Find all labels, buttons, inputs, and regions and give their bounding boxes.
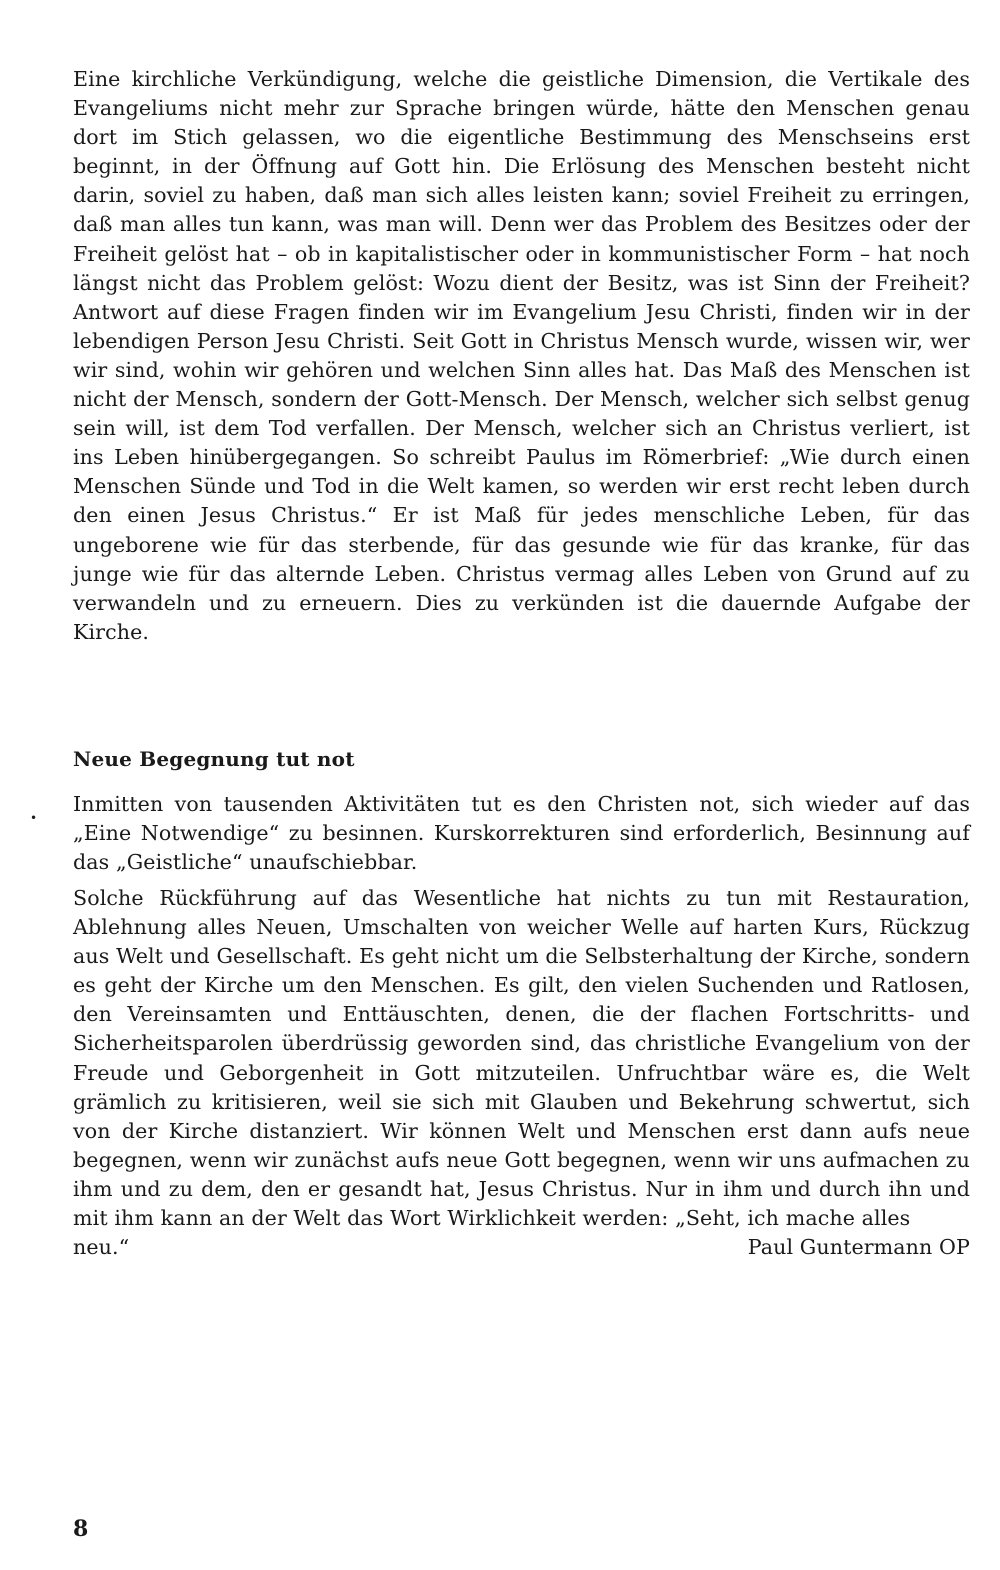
author-signature: Paul Guntermann OP xyxy=(747,1235,970,1260)
section-heading: Neue Begegnung tut not xyxy=(73,747,355,771)
closing-word: neu.“ xyxy=(73,1235,130,1260)
margin-bullet: • xyxy=(30,811,38,825)
page-number: 8 xyxy=(73,1516,89,1542)
paragraph-1: Eine kirchliche Verkündigung, welche die geistliche Dimension, die Vertikale des Evangeliums nicht mehr zur Sprache bringen würde, hätte den Menschen genau dort im Stich gelassen, wo die eigentliche Bestimmung des Menschseins erst beginnt, in der Öffnung auf Gott hin. Die Erlösung des Menschen besteht nicht darin, soviel zu haben, daß man sich alles leisten kann; soviel Freiheit zu erringen, daß man alles tun kann, was man will. Denn wer das Problem des Besitzes oder der Freiheit gelöst hat – ob in kapitalistischer oder in kommunistischer Form – hat noch längst nicht das Problem gelöst: Wozu dient der Besitz, was ist Sinn der Freiheit? Antwort auf diese Fragen finden wir im Evangelium Jesu Christi, finden wir in der lebendigen Person Jesu Christi. Seit Gott in Christus Mensch wurde, wissen wir, wer wir sind, wohin wir gehören und welchen Sinn alles hat. Das Maß des Menschen ist nicht der Mensch, sondern der Gott-Mensch. Der Mensch, welcher sich selbst genug sein will, ist dem Tod verfallen. Der Mensch, welcher sich an Christus verliert, ist ins Leben hinübergegangen. So schreibt Paulus im Römerbrief: „Wie durch einen Menschen Sünde und Tod in die Welt kamen, so werden wir erst recht leben durch den einen Jesus Christus.“ Er ist Maß für jedes menschliche Leben, für das ungeborene wie für das sterbende, für das gesunde wie für das kranke, für das junge wie für das alternde Leben. Christus vermag alles Leben von Grund auf zu verwandeln und zu erneuern. Dies zu verkünden ist die dauernde Aufgabe der Kirche. xyxy=(73,67,970,644)
signature-line xyxy=(73,1233,970,1262)
paragraph-2: Inmitten von tausenden Aktivitäten tut es den Christen not, sich wieder auf das „Eine Notwendige“ zu besinnen. Kurskorrekturen sind erforderlich, Besinnung auf das „Geistliche“ unaufschiebbar. xyxy=(73,792,970,875)
paragraph-3 xyxy=(73,884,970,1262)
paragraph-3-text: Solche Rückführung auf das Wesentliche hat nichts zu tun mit Restauration, Ablehnung alles Neuen, Umschalten von weicher Welle auf harten Kurs, Rückzug aus Welt und Gesellschaft. Es geht nicht um die Selbsterhaltung der Kirche, sondern es geht der Kirche um den Menschen. Es gilt, den vielen Suchenden und Ratlosen, den Vereinsamten und Enttäuschten, denen, die der flachen Fortschritts- und Sicherheitsparolen überdrüssig geworden sind, das christliche Evangelium von der Freude und Geborgenheit in Gott mitzuteilen. Unfruchtbar wäre es, die Welt grämlich zu kritisieren, weil sie sich mit Glauben und Bekehrung schwertut, sich von der Kirche distanziert. Wir können Welt und Menschen erst dann aufs neue begegnen, wenn wir zunächst aufs neue Gott begegnen, wenn wir uns aufmachen zu ihm und zu dem, den er gesandt hat, Jesus Christus. Nur in ihm und durch ihn und mit ihm kann an der Welt das Wort Wirklichkeit werden: „Seht, ich mache alles xyxy=(73,886,970,1231)
